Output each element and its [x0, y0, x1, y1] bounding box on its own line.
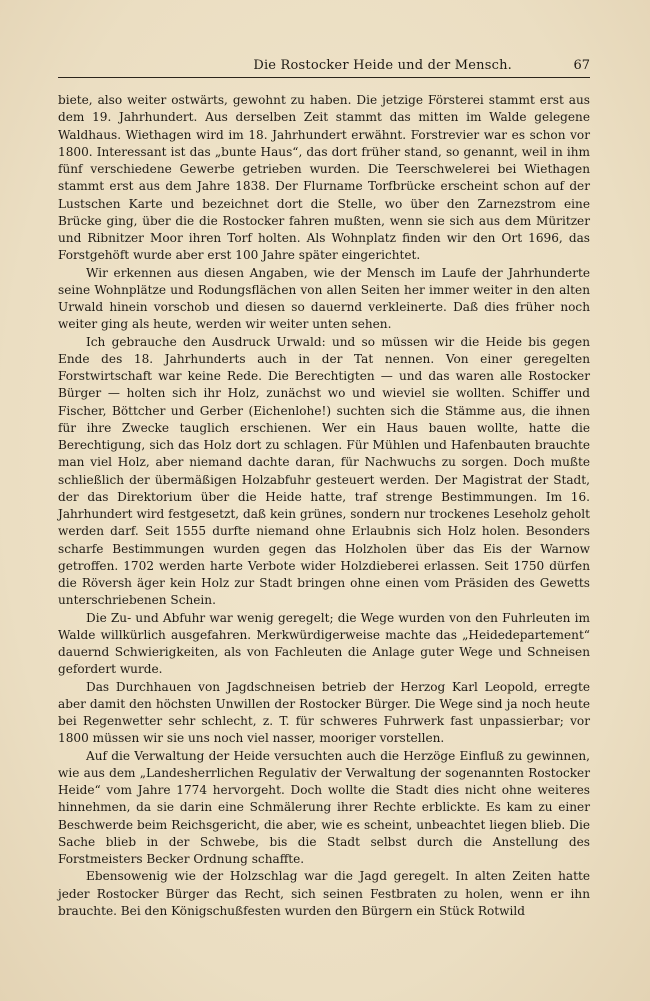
- paragraph-2: Wir erkennen aus diesen Angaben, wie der Mensch im Laufe der Jahrhunderte seine Wohnplätze und Rodungsflächen von allen Seiten her immer weiter in den alten Urwald hinein vorschob und diesen so dauernd verkleinerte. Daß dies früher noch weiter ging als heute, werden wir weiter unten sehen.: [58, 265, 590, 332]
- paragraph-5: Das Durchhauen von Jagdschneisen betrieb der Herzog Karl Leopold, erregte aber damit den höchsten Unwillen der Rostocker Bürger. Die Wege sind ja noch heute bei Regenwetter sehr schlecht, z. T. für schweres Fuhrwerk fast unpassierbar; vor 1800 müssen wir sie uns noch viel nasser, mooriger vorstellen.: [58, 679, 590, 746]
- body-text: [58, 92, 590, 920]
- paragraph-1: biete, also weiter ostwärts, gewohnt zu haben. Die jetzige Försterei stammt erst aus dem 19. Jahrhundert. Aus derselben Zeit stammt das mitten im Walde gelegene Waldhaus. Wiethagen wird im 18. Jahrhundert erwähnt. Forstrevier war es schon vor 1800. Interessant ist das „bunte Haus“, das dort früher stand, so genannt, weil in ihm fünf verschiedene Gewerbe getrieben wurden. Die Teerschwelerei bei Wiethagen stammt erst aus dem Jahre 1838. Der Flurname Torfbrücke erscheint schon auf der Lustschen Karte und bezeichnet dort die Stelle, wo über den Zarnezstrom eine Brücke ging, über die die Rostocker fahren mußten, wenn sie sich aus dem Müritzer und Ribnitzer Moor ihren Torf holten. Als Wohnplatz finden wir den Ort 1696, das Forstgehöft wurde aber erst 100 Jahre später eingerichtet.: [58, 93, 590, 263]
- running-head: [58, 57, 590, 77]
- paragraph-3: Ich gebrauche den Ausdruck Urwald: und so müssen wir die Heide bis gegen Ende des 18. Jahrhunderts auch in der Tat nennen. Von einer geregelten Forstwirtschaft war keine Rede. Die Berechtigten — und das waren alle Rostocker Bürger — holten sich ihr Holz, zunächst wo und wieviel sie wollten. Schiffer und Fischer, Böttcher und Gerber (Eichenlohe!) suchten sich die Stämme aus, die ihnen für ihre Zwecke tauglich erschienen. Wer ein Haus bauen wollte, hatte die Berechtigung, sich das Holz dort zu schlagen. Für Mühlen und Hafenbauten brauchte man viel Holz, aber niemand dachte daran, für Nachwuchs zu sorgen. Doch mußte schließlich der übermäßigen Holzabfuhr gesteuert werden. Der Magistrat der Stadt, der das Direktorium über die Heide hatte, traf strenge Bestimmungen. Im 16. Jahrhundert wird festgesetzt, daß kein grünes, sondern nur trockenes Leseholz geholt werden darf. Seit 1555 durfte niemand ohne Erlaubnis sich Holz holen. Besonders scharfe Bestimmungen wurden gegen das Holzholen über das Eis der Warnow getroffen. 1702 werden harte Verbote wider Holzdieberei erlassen. Seit 1750 dürfen die Röversh äger kein Holz zur Stadt bringen ohne einen vom Präsiden des Gewetts unterschriebenen Schein.: [58, 334, 590, 608]
- page-number: 67: [573, 58, 590, 73]
- running-title: Die Rostocker Heide und der Mensch.: [253, 58, 512, 73]
- paragraph-4: Die Zu- und Abfuhr war wenig geregelt; die Wege wurden von den Fuhrleuten im Walde willkürlich ausgefahren. Merkwürdigerweise machte das „Heidedepartement“ dauernd Schwierigkeiten, als von Fachleuten die Anlage guter Wege und Schneisen gefordert wurde.: [58, 610, 590, 677]
- header-rule: [58, 77, 590, 78]
- paragraph-7: Ebensowenig wie der Holzschlag war die Jagd geregelt. In alten Zeiten hatte jeder Rostocker Bürger das Recht, sich seinen Festbraten zu holen, wenn er ihn brauchte. Bei den Königschußfesten wurden den Bürgern ein Stück Rotwild: [58, 869, 590, 918]
- paragraph-6: Auf die Verwaltung der Heide versuchten auch die Herzöge Einfluß zu gewinnen, wie aus dem „Landesherrlichen Regulativ der Verwaltung der sogenannten Rostocker Heide“ vom Jahre 1774 hervorgeht. Doch wollte die Stadt dies nicht ohne weiteres hinnehmen, da sie darin eine Schmälerung ihrer Rechte erblickte. Es kam zu einer Beschwerde beim Reichsgericht, die aber, wie es scheint, unbeachtet liegen blieb. Die Sache blieb in der Schwebe, bis die Stadt selbst durch die Anstellung des Forstmeisters Becker Ordnung schaffte.: [58, 748, 590, 866]
